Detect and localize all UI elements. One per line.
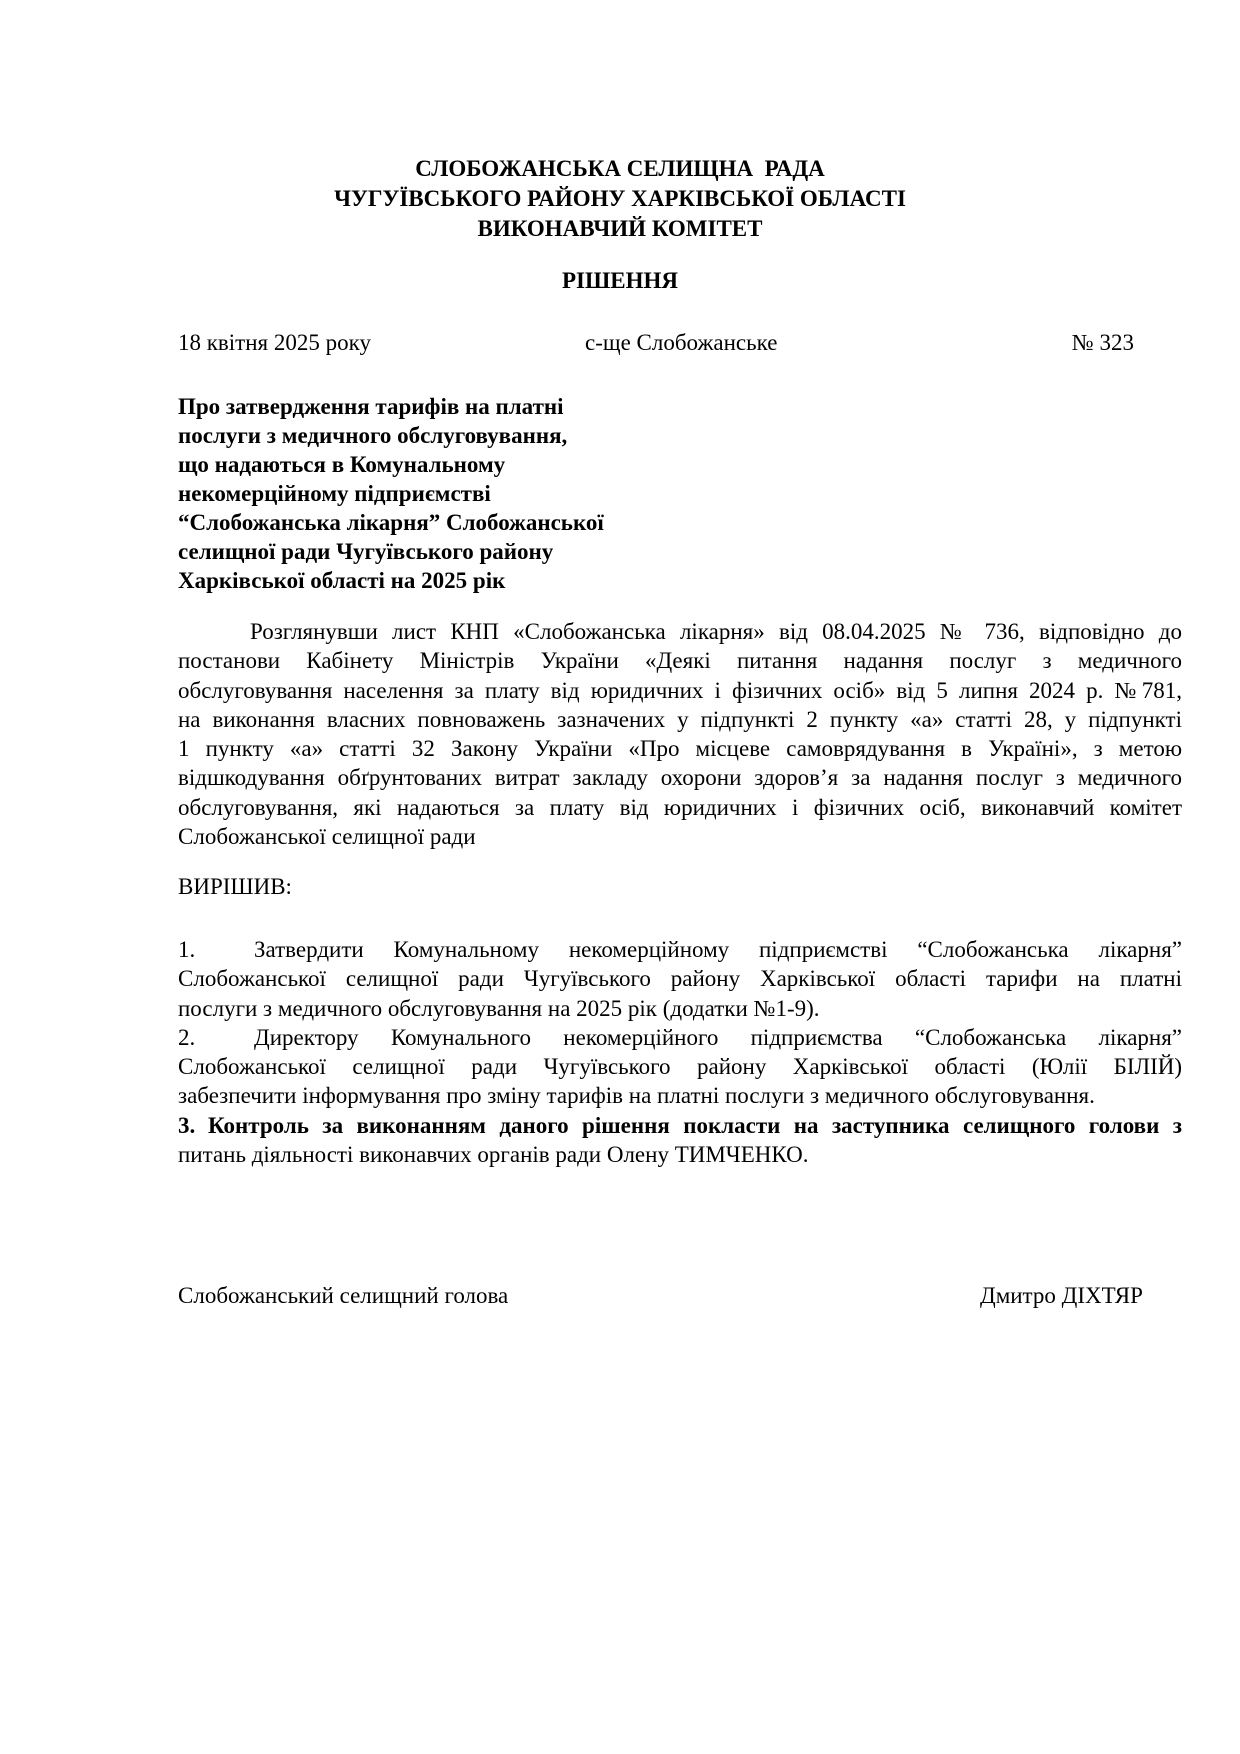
item-text: Затвердити Комунальному некомерційному підприємстві “Слобожанська лікарня” [254,937,1182,962]
item-number: 1. [178,937,196,962]
document-place: с-ще Слобожанське [585,330,778,355]
decision-item-line: забезпечити інформування про зміну тарифів на платні послуги з медичного обслуговування. [178,1083,1095,1109]
decision-item-line: питань діяльності виконавчих органів ради Олену ТИМЧЕНКО. [178,1142,809,1168]
decision-items [178,935,1182,1169]
decision-item-line: послуги з медичного обслуговування на 2025 рік (додатки №1-9). [178,995,820,1021]
decision-item-2 [178,1023,1182,1052]
preamble-line [178,705,1182,734]
decision-item-3 [178,1111,1182,1140]
preamble-text: з метою [1093,736,1182,762]
subject-line: послуги з медичного обслуговування, [178,423,568,448]
preamble-line: обслуговування населення за плату від юридичних і фізичних осіб» від 5 липня 2024 р. №781, [178,677,1182,703]
document-title: РІШЕННЯ [562,268,678,293]
item-number: 3. [178,1112,196,1138]
decision-item-1 [178,935,1182,964]
preamble-line: постанови Кабінету Міністрів України «Деякі питання надання послуг з медичного [178,648,1182,674]
preamble-legal-reference: 1 пункту «а» статті 32 Закону України «Про місцеве самоврядування в Україні», [178,736,1094,762]
subject-line: некомерційному підприємстві [178,481,491,506]
preamble-line: обслуговування, які надаються за плату від юридичних і фізичних осіб, виконавчий комітет [178,794,1182,820]
item-number: 2. [178,1024,196,1050]
subject-line: Харківської області на 2025 рік [178,568,506,593]
committee-name: ВИКОНАВЧИЙ КОМІТЕТ [477,216,763,241]
resolved-heading: ВИРІШИВ: [178,874,292,899]
decision-item-line: Слобожанської селищної ради Чугуївського району Харківської області тарифи на платні [178,966,1182,992]
item-text: Директору Комунального некомерційного підприємства “Слобожанська лікарня” [254,1024,1182,1050]
document-date: 18 квітня 2025 року [178,330,371,355]
document-meta [178,330,1138,360]
subject-line: “Слобожанська лікарня” Слобожанської [178,510,604,535]
preamble-text: на виконання власних повноважень зазначених у [178,706,701,732]
preamble-line [178,734,1182,763]
subject-line: Про затвердження тарифів на платні [178,394,564,419]
document-header [0,154,1240,244]
document-subject [178,392,698,595]
preamble-line: відшкодування обґрунтованих витрат закладу охорони здоров’я за надання послуг з медичного [178,765,1182,791]
signatory-name: Дмитро ДІХТЯР [980,1283,1143,1308]
preamble-line: Слобожанської селищної ради [178,824,476,850]
preamble-legal-reference: підпункті 2 пункту «а» статті 28, у підпункті [700,706,1182,732]
preamble-paragraph [178,617,1182,851]
subject-line: що надаються в Комунальному [178,452,506,477]
decision-item-line: Слобожанської селищної ради Чугуївського району Харківської області (Юлії БІЛІЙ) [178,1054,1182,1080]
signatory-role: Слобожанський селищний голова [178,1283,509,1308]
document-number: № 323 [1071,330,1134,355]
preamble-line: Розглянувши лист КНП «Слобожанська лікарня» від 08.04.2025 № 736, відповідно до [250,619,1182,644]
council-name: СЛОБОЖАНСЬКА СЕЛИЩНА РАДА [415,156,825,181]
district-name: ЧУГУЇВСЬКОГО РАЙОНУ ХАРКІВСЬКОЇ ОБЛАСТІ [334,186,906,211]
subject-line: селищної ради Чугуївського району [178,539,554,564]
item-text: Контроль за виконанням даного рішення покласти на заступника селищного голови з [208,1112,1182,1138]
